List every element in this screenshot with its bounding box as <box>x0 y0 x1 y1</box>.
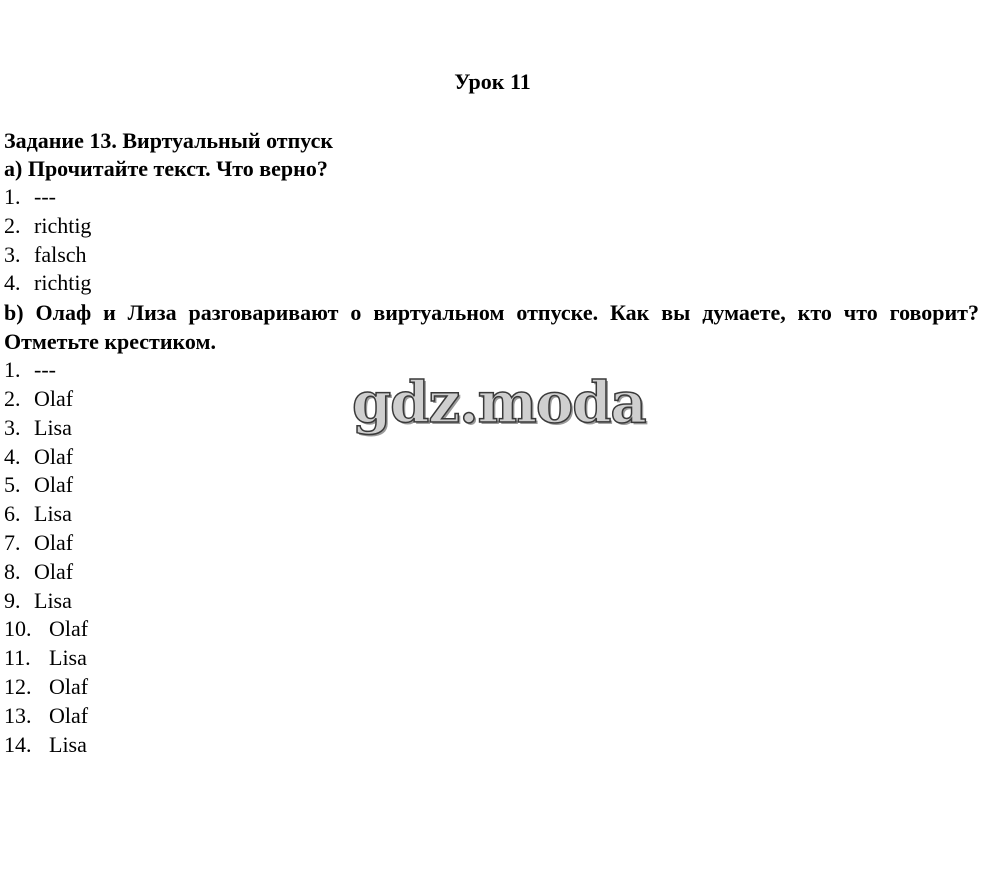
answer-item <box>4 529 979 558</box>
answer-text: Olaf <box>34 529 74 555</box>
answer-number: 14. <box>4 731 32 757</box>
watermark-logo: gdz.moda <box>352 370 646 436</box>
answer-item <box>4 500 979 529</box>
part-a-answer-list <box>4 183 979 298</box>
answer-item <box>4 587 979 616</box>
answer-text: Lisa <box>34 501 72 527</box>
answer-text: --- <box>34 184 56 209</box>
answer-item <box>4 673 979 702</box>
answer-text: Olaf <box>34 472 74 498</box>
answer-item <box>4 702 979 731</box>
answer-number: 7. <box>4 529 21 555</box>
answer-number: 13. <box>4 702 32 728</box>
part-b-heading: b) Олаф и Лиза разговаривают о виртуальном отпуске. Как вы думаете, кто что говорит? Отметьте крестиком. <box>4 300 979 355</box>
answer-text: Lisa <box>34 414 72 440</box>
answer-item <box>4 644 979 673</box>
answer-number: 4. <box>4 270 21 296</box>
answer-text: Lisa <box>34 587 72 613</box>
part-a-heading: a) Прочитайте текст. Что верно? <box>4 156 328 181</box>
answer-item <box>4 183 979 212</box>
answer-number: 8. <box>4 558 21 584</box>
answer-text: falsch <box>34 241 87 267</box>
answer-text: --- <box>34 357 56 383</box>
task-content <box>4 127 979 759</box>
answer-item <box>4 731 979 760</box>
answer-item <box>4 558 979 587</box>
answer-text: Olaf <box>49 702 89 728</box>
answer-number: 5. <box>4 472 21 498</box>
answer-item <box>4 269 979 298</box>
answer-number: 11. <box>4 645 31 671</box>
task-title: Задание 13. Виртуальный отпуск <box>4 128 334 153</box>
answer-number: 2. <box>4 212 21 238</box>
answer-number: 2. <box>4 385 21 411</box>
answer-text: Lisa <box>49 731 87 757</box>
answer-text: Olaf <box>34 558 74 584</box>
answer-number: 6. <box>4 501 21 527</box>
answer-number: 4. <box>4 443 21 469</box>
answer-number: 10. <box>4 616 32 642</box>
answer-text: Olaf <box>34 385 74 411</box>
answer-number: 1. <box>4 184 21 209</box>
answer-text: richtig <box>34 212 92 238</box>
answer-number: 3. <box>4 414 21 440</box>
answer-text: Olaf <box>34 443 74 469</box>
answer-number: 12. <box>4 673 32 699</box>
answer-item <box>4 443 979 472</box>
answer-item <box>4 241 979 270</box>
answer-text: richtig <box>34 270 92 296</box>
answer-item <box>4 471 979 500</box>
answer-item <box>4 212 979 241</box>
answer-number: 9. <box>4 587 21 613</box>
answer-text: Olaf <box>49 616 89 642</box>
lesson-title: Урок 11 <box>454 69 531 94</box>
answer-text: Lisa <box>49 645 87 671</box>
answer-item <box>4 615 979 644</box>
answer-number: 3. <box>4 241 21 267</box>
answer-number: 1. <box>4 357 21 383</box>
answer-text: Olaf <box>49 673 89 699</box>
